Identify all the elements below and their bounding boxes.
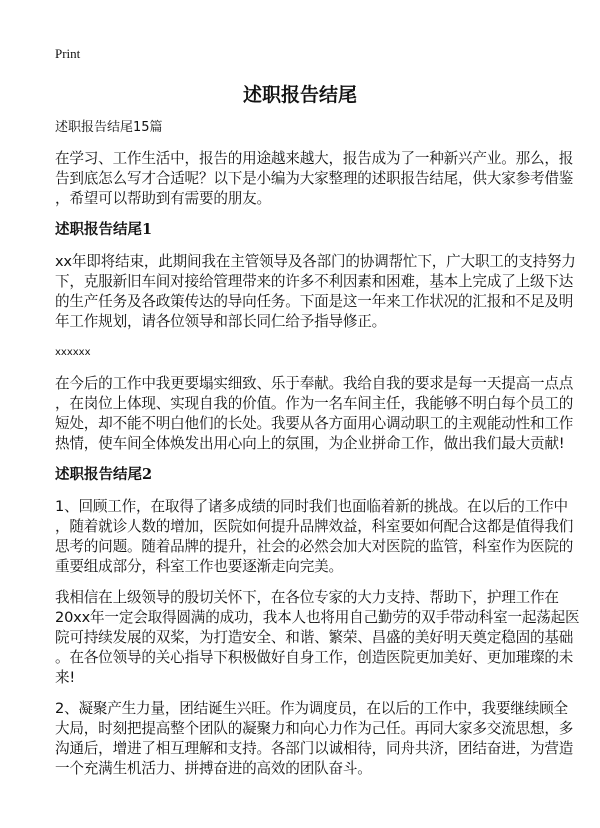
text-line: 一个充满生机活力、拼搏奋进的高效的团队奋斗。 xyxy=(55,760,372,777)
intro-paragraph xyxy=(55,149,574,209)
paragraph xyxy=(55,252,576,332)
text-line: 短处，却不能不明白他们的长处。我要从各方面用心调动职工的主观能动性和工作 xyxy=(55,415,574,432)
text-line: 重要组成部分，科室工作也要逐渐走向完美。 xyxy=(55,558,343,575)
text-line: 在今后的工作中我更要塌实细致、乐于奉献。我给自我的要求是每一天提高一点点 xyxy=(55,375,574,392)
text-line: 来! xyxy=(55,669,76,686)
text-line: ，在岗位上体现、实现自我的价值。作为一名车间主任，我能够不明白每个员工的 xyxy=(55,395,574,412)
text-line: 在学习、工作生活中，报告的用途越来越大，报告成为了一种新兴产业。那么，报 xyxy=(55,150,574,167)
text-line: 我相信在上级领导的殷切关怀下，在各位专家的大力支持、帮助下，护理工作在 xyxy=(55,589,559,606)
text-line: 。在各位领导的关心指导下积极做好自身工作，创造医院更加美好、更加璀璨的未 xyxy=(55,649,574,666)
placeholder-marker: xxxxxx xyxy=(55,347,91,358)
text-line: 大局，时刻把提高整个团队的凝聚力和向心力作为己任。再同大家多交流思想，多 xyxy=(55,720,574,737)
section-heading: 述职报告结尾2 xyxy=(55,466,153,483)
text-line: 院可持续发展的双桨，为打造安全、和谐、繁荣、昌盛的美好明天奠定稳固的基础 xyxy=(55,629,574,646)
paragraph xyxy=(55,497,574,577)
text-line: 1、回顾工作，在取得了诸多成绩的同时我们也面临着新的挑战。在以后的工作中 xyxy=(55,498,568,515)
text-line: 20xx年一定会取得圆满的成功，我本人也将用自己勤劳的双手带动科室一起荡起医 xyxy=(55,609,580,626)
text-line: 2、凝聚产生力量，团结诞生兴旺。作为调度员，在以后的工作中，我要继续顾全 xyxy=(55,700,568,717)
paragraph xyxy=(55,588,580,688)
text-line: 年工作规划，请各位领导和部长同仁给予指导修正。 xyxy=(55,313,387,330)
section-heading: 述职报告结尾1 xyxy=(55,221,153,238)
text-line: 思考的问题。随着品牌的提升，社会的必然会加大对医院的监管，科室作为医院的 xyxy=(55,538,574,555)
text-line: ，随着就诊人数的增加，医院如何提升品牌效益，科室要如何配合这都是值得我们 xyxy=(55,518,574,535)
paragraph xyxy=(55,699,574,779)
text-line: 的生产任务及各政策传达的导向任务。下面是这一年来工作状况的汇报和不足及明 xyxy=(55,293,574,310)
text-line: 下，克服新旧车间对接给管理带来的许多不利因素和困难，基本上完成了上级下达 xyxy=(55,273,574,290)
text-line: 沟通后，增进了相互理解和支持。各部门以诚相待，同舟共济，团结奋进，为营造 xyxy=(55,740,574,757)
text-line: xx年即将结束，此期间我在主管领导及各部门的协调帮忙下，广大职工的支持努力 xyxy=(55,253,576,270)
text-line: 告到底怎么写才合适呢？以下是小编为大家整理的述职报告结尾，供大家参考借鉴 xyxy=(55,170,574,187)
print-link[interactable]: Print xyxy=(55,46,81,61)
document-subtitle: 述职报告结尾15篇 xyxy=(55,120,163,135)
paragraph xyxy=(55,374,574,454)
document-body xyxy=(55,118,580,790)
text-line: ，希望可以帮助到有需要的朋友。 xyxy=(55,190,271,207)
text-line: 热情，使车间全体焕发出用心向上的氛围，为企业拼命工作，做出我们最大贡献! xyxy=(55,435,565,452)
page-title: 述职报告结尾 xyxy=(242,84,357,106)
